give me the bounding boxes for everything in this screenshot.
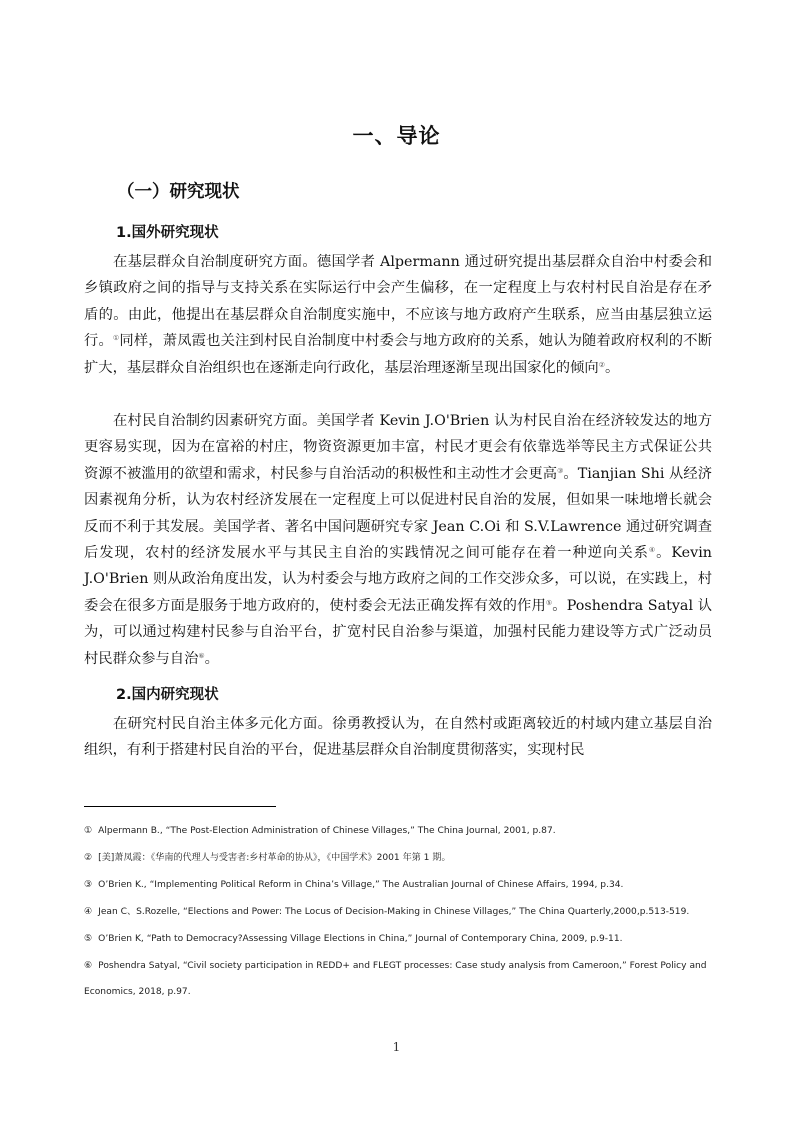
page-number: 1 (392, 1040, 401, 1054)
footnote-5 (84, 926, 714, 953)
paragraph-2 (84, 408, 712, 672)
footnote-text: O’Brien K., “Implementing Political Reform in China’s Village,” The Australian Journal of Chinese Affairs, 1994, p.34. (98, 879, 624, 890)
footnote-ref-5[interactable]: ⑤ (545, 598, 553, 607)
footnote-number: ③ (84, 879, 93, 890)
paragraph-2-text-a: 在村民自治制约因素研究方面。美国学者 Kevin J.O'Brien 认为村民自治在经济较发达的地方更容易实现，因为在富裕的村庄，物资资源更加丰富，村民才更会有依靠选举等民主方式保证公共资源不被滥用的欲望和需求，村民参与自治活动的积极性和主动性才会更高 (84, 413, 712, 482)
footnote-1 (84, 818, 714, 845)
footnote-text: [美]萧凤霞：《华南的代理人与受害者:乡村革命的协从》，《中国学术》2001 年第 1 期。 (98, 852, 451, 863)
footnote-4 (84, 899, 714, 926)
footnote-ref-4[interactable]: ④ (648, 546, 657, 555)
footnote-separator (84, 806, 276, 807)
footnote-number: ⑥ (84, 960, 93, 971)
subsection-heading-domestic: 2.国内研究现状 (116, 687, 219, 703)
paragraph-2-text-c: 。Kevin J.O'Brien 则从政治角度出发，认为村委会与地方政府之间的工作交涉众多，可以说，在实践上，村委会在很多方面是服务于地方政府的，使村委会无法正确发挥有效的作用 (84, 545, 712, 614)
paragraph-3: 在研究村民自治主体多元化方面。徐勇教授认为，在自然村或距离较近的村域内建立基层自治组织，有利于搭建村民自治的平台，促进基层群众自治制度贯彻落实，实现村民 (84, 716, 712, 759)
paragraph-1 (84, 249, 712, 381)
footnote-number: ① (84, 826, 93, 836)
footnote-number: ⑤ (84, 933, 93, 944)
paragraph-2-text-d: 。Poshendra Satyal 认为，可以通过构建村民参与自治平台，扩宽村民自治参与渠道，加强村民能力建设等方式广泛动员村民群众参与自治 (84, 597, 712, 667)
paragraph-1-text-b: 同样，萧凤霞也关注到村民自治制度中村委会与地方政府的关系，她认为随着政府权利的不断扩大，基层群众自治组织也在逐渐走向行政化，基层治理逐渐呈现出国家化的倾向 (84, 333, 712, 376)
footnote-ref-1[interactable]: ① (112, 334, 120, 343)
footnote-number: ② (84, 852, 93, 863)
paragraph-2-text-b: 。Tianjian Shi 从经济因素视角分析，认为农村经济发展在一定程度上可以促进村民自治的发展，但如果一味地增长就会反而不利于其发展。美国学者、著名中国问题研究专家 Jean C.Oi 和 S.V.Lawrence 通过研究调查后发现，农村的经济发展水平与其民主自治的实践情况之间可能存在着一种逆向关系 (84, 465, 713, 562)
footnotes (84, 818, 714, 1006)
footnote-ref-6[interactable]: ⑥ (198, 651, 205, 660)
paragraph-1-text-a: 在基层群众自治制度研究方面。德国学者 Alpermann 通过研究提出基层群众自治中村委会和乡镇政府之间的指导与支持关系在实际运行中会产生偏移，在一定程度上与农村村民自治是存在矛盾的。由此，他提出在基层群众自治制度实施中，不应该与地方政府产生联系，应当由基层独立运行。 (84, 254, 712, 350)
footnote-ref-3[interactable]: ③ (557, 466, 564, 475)
section-heading: （一）研究现状 (117, 182, 240, 202)
footnote-text: Poshendra Satyal, “Civil society participation in REDD+ and FLEGT processes: Case study analysis from Cameroon,” Forest Policy and Economics, 2018, p.97. (84, 960, 707, 998)
paragraph-2-text-e: 。 (204, 650, 219, 667)
footnote-text: Jean C、S.Rozelle, “Elections and Power: The Locus of Decision-Making in Chinese Villages,” The China Quarterly,2000,p.513-519. (98, 906, 690, 917)
footnote-ref-2[interactable]: ② (598, 360, 605, 369)
chapter-title: 一、导论 (352, 124, 441, 148)
footnote-3 (84, 872, 714, 899)
footnote-6 (84, 953, 714, 1007)
footnote-2 (84, 845, 714, 872)
footnote-text: Alpermann B., “The Post-Election Administration of Chinese Villages,” The China Journal, 2001, p.87. (98, 826, 556, 836)
subsection-heading-foreign: 1.国外研究现状 (116, 225, 219, 241)
footnote-number: ④ (84, 906, 93, 917)
footnote-text: O’Brien K, “Path to Democracy?Assessing Village Elections in China,” Journal of Contemporary China, 2009, p.9-11. (98, 933, 623, 944)
paragraph-1-text-c: 。 (604, 359, 620, 376)
